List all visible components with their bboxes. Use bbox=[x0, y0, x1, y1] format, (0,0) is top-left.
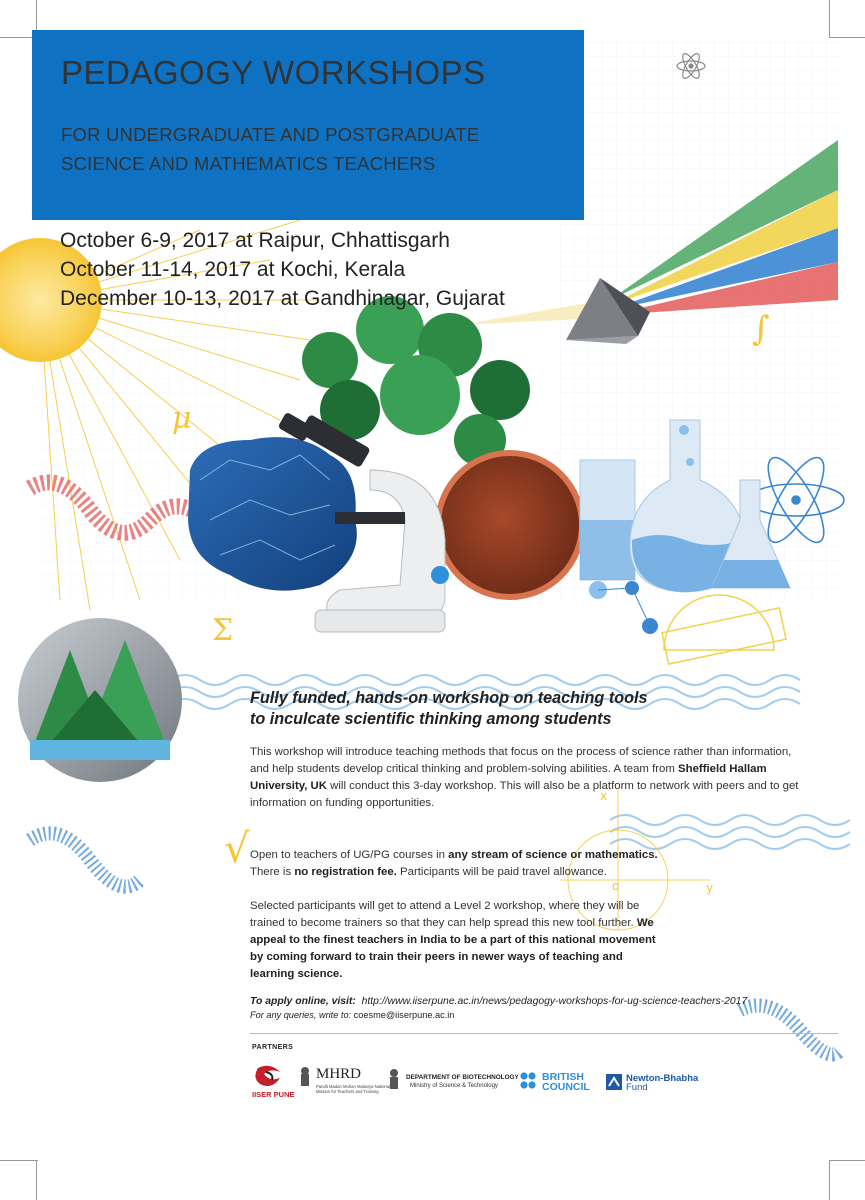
dbt-label: DEPARTMENT OF BIOTECHNOLOGY bbox=[406, 1074, 519, 1081]
sine-wave bbox=[740, 1006, 840, 1055]
mhrd-label: MHRD bbox=[316, 1066, 362, 1082]
national-emblem-icon bbox=[298, 1066, 312, 1088]
intro-text: This workshop will introduce teaching methods that focus on the process of science rather than information, and help students develop critical thinking and problem-solving abilities. A team from bbox=[250, 746, 792, 775]
page-subtitle-line-2: SCIENCE AND MATHEMATICS TEACHERS bbox=[61, 153, 436, 174]
mhrd-sub-2: Mission for Teachers and Training bbox=[316, 1089, 379, 1094]
british-council-dots-icon bbox=[520, 1072, 542, 1092]
sine-wave bbox=[30, 833, 140, 886]
newton-bhabha-mark-icon bbox=[606, 1074, 622, 1090]
apply-line bbox=[250, 996, 747, 1007]
queries-line bbox=[250, 1010, 454, 1020]
iiser-label: IISER PUNE bbox=[252, 1090, 295, 1099]
apply-label: To apply online, visit: bbox=[250, 996, 356, 1007]
level2-paragraph bbox=[250, 898, 670, 983]
level2-text: Selected participants will get to attend a Level 2 workshop, where they will be trained to become trainers so that they can help spread this new tool further. bbox=[250, 900, 640, 929]
eligibility-paragraph bbox=[250, 847, 810, 881]
newton-bhabha-label-1: Newton-Bhabha bbox=[626, 1073, 699, 1084]
mhrd-sub-1: Pandit Madan Mohan Malaviya National bbox=[316, 1084, 391, 1089]
fee-text: There is bbox=[250, 866, 295, 878]
national-emblem-icon bbox=[386, 1068, 402, 1092]
page-title: PEDAGOGY WORKSHOPS bbox=[61, 54, 486, 91]
eligibility-stream: any stream of science or mathematics. bbox=[448, 849, 658, 861]
workshop-dates bbox=[60, 226, 505, 313]
tagline-line-2: to inculcate scientific thinking among students bbox=[250, 710, 612, 728]
contact-email-link[interactable]: coesme@iiserpune.ac.in bbox=[353, 1010, 455, 1020]
travel-text: Participants will be paid travel allowance. bbox=[396, 866, 608, 878]
british-council-label-1: BRITISH bbox=[542, 1071, 584, 1083]
partners-heading: PARTNERS bbox=[252, 1044, 294, 1051]
math-symbol-y: y bbox=[706, 881, 714, 895]
soil-cross-section bbox=[438, 453, 582, 597]
divider bbox=[250, 1033, 838, 1034]
partner-university: Sheffield Hallam University, UK bbox=[250, 763, 767, 792]
math-symbol-root: √ bbox=[224, 826, 250, 872]
date-kochi: October 11-14, 2017 at Kochi, Kerala bbox=[60, 258, 406, 281]
math-symbol-mu: μ bbox=[172, 401, 192, 436]
eligibility-text: Open to teachers of UG/PG courses in bbox=[250, 849, 449, 861]
british-council-label-2: COUNCIL bbox=[542, 1081, 590, 1093]
math-symbol-integral: ∫ bbox=[752, 309, 770, 349]
math-symbol-sigma: Σ bbox=[212, 613, 234, 648]
tagline bbox=[250, 688, 648, 730]
apply-url-link[interactable]: http://www.iiserpune.ac.in/news/pedagogy-workshops-for-ug-science-teachers-2017 bbox=[361, 996, 748, 1007]
math-symbol-x: x bbox=[600, 789, 608, 803]
math-symbol-o: o bbox=[612, 879, 620, 893]
date-gandhinagar: December 10-13, 2017 at Gandhinagar, Gujarat bbox=[60, 287, 505, 310]
protractor-ruler bbox=[662, 595, 786, 664]
iiser-pune-logo bbox=[250, 1064, 294, 1104]
earth-forest bbox=[18, 618, 182, 782]
intro-paragraph bbox=[250, 744, 810, 812]
queries-label: For any queries, write to: bbox=[250, 1010, 352, 1020]
date-raipur: October 6-9, 2017 at Raipur, Chhattisgarh bbox=[60, 229, 450, 252]
iiser-emblem-icon bbox=[250, 1064, 290, 1090]
intro-text-cont: will conduct this 3-day workshop. This will also be a platform to network with peers and to get information on funding opportunities. bbox=[250, 780, 799, 809]
fee-highlight: no registration fee. bbox=[294, 866, 397, 878]
dbt-logo bbox=[386, 1068, 519, 1098]
british-council-logo bbox=[520, 1072, 600, 1098]
appeal-text: We appeal to the finest teachers in India to be a part of this national movement by coming forward to train their peers in newer ways of teaching and learning science. bbox=[250, 917, 656, 980]
tagline-line-1: Fully funded, hands-on workshop on teaching tools bbox=[250, 689, 648, 707]
mhrd-logo bbox=[298, 1066, 391, 1102]
newton-bhabha-label-2: Fund bbox=[626, 1082, 648, 1093]
dbt-sub: Ministry of Science & Technology bbox=[410, 1083, 498, 1089]
newton-bhabha-logo bbox=[606, 1074, 706, 1096]
page-subtitle-line-1: FOR UNDERGRADUATE AND POSTGRADUATE bbox=[61, 124, 480, 145]
